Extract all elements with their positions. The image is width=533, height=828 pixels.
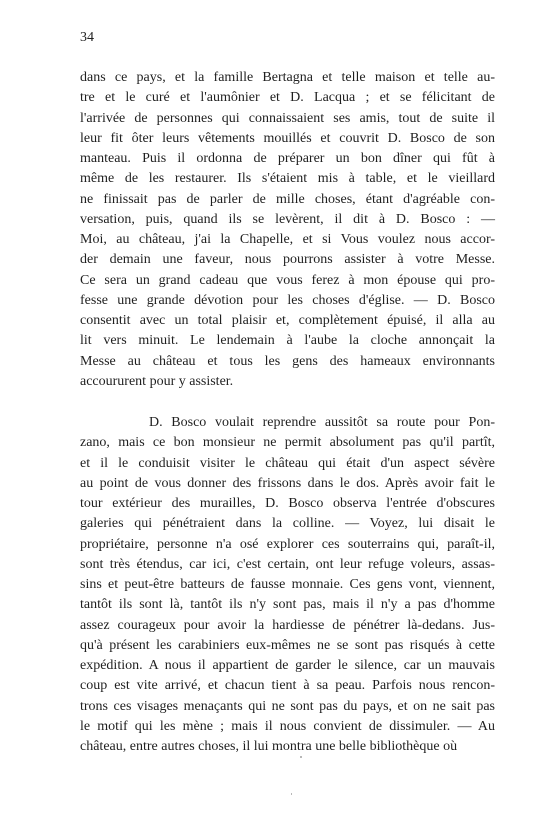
text-line: galeries qui pénétraient dans la colline. — Voyez, lui disait le <box>80 516 495 532</box>
text-line: versation, puis, quand ils se levèrent, il dit à D. Bosco : — <box>80 211 495 227</box>
text-line: l'arrivée de personnes qui connaissaient ses amis, tout de suite il <box>80 110 495 126</box>
text-line: Messe au château et tous les gens des hameaux environnants <box>80 353 495 369</box>
text-line: lit vers minuit. Le lendemain à l'aube la cloche annonçait la <box>80 333 495 349</box>
page-number: 34 <box>80 30 94 45</box>
scan-speck <box>300 756 302 758</box>
text-line: der demain une faveur, nous pourrons assister à votre Messe. <box>80 252 495 268</box>
text-line: D. Bosco voulait reprendre aussitôt sa route pour Pon- <box>149 415 495 430</box>
text-line: assez courageux pour avoir la hardiesse de pénétrer là-dedans. Jus- <box>80 617 495 633</box>
text-line: sins et peut-être batteurs de fausse monnaie. Ces gens vont, viennent, <box>80 577 495 592</box>
text-line: Moi, au château, j'ai la Chapelle, et si Vous voulez nous accor- <box>80 232 495 247</box>
text-line: manteau. Puis il ordonna de préparer un bon dîner qui fût à <box>80 151 495 166</box>
text-line: au point de vous donner des frissons dans le dos. Après avoir fait le <box>80 475 495 491</box>
text-line: fesse une grande dévotion pour les choses d'église. — D. Bosco <box>80 292 495 308</box>
text-line: dans ce pays, et la famille Bertagna et telle maison et telle au- <box>80 70 495 85</box>
text-line: expédition. A nous il appartient de garder le silence, car un mauvais <box>80 658 495 673</box>
text-line: trons ces visages menaçants qui ne sont pas du pays, et on ne sait pas <box>80 698 495 714</box>
text-line: qu'à présent les carabiniers eux-mêmes ne se sont pas risqués à cette <box>80 637 495 653</box>
text-line: tour extérieur des murailles, D. Bosco observa l'entrée d'obscures <box>80 496 495 511</box>
text-line: tre et le curé et l'aumônier et D. Lacqua ; et se félicitant de <box>80 90 495 106</box>
text-line: ne finissait pas de parler de mille choses, étant d'agréable con- <box>80 191 495 207</box>
text-line: tantôt ils sont là, tantôt ils n'y sont pas, mais il n'y a pas d'homme <box>80 597 495 613</box>
scan-speck <box>291 793 292 795</box>
paragraph <box>80 68 495 392</box>
text-line: leur fit ôter leurs vêtements mouillés et couvrit D. Bosco de son <box>80 130 495 146</box>
text-line: château, entre autres choses, il lui montra une belle bibliothèque où <box>80 739 458 754</box>
text-line: coup est vite arrivé, et chacun tient à sa peau. Parfois nous rencon- <box>80 678 495 694</box>
text-line: zano, mais ce bon monsieur ne permit absolument pas qu'il partît, <box>80 435 495 451</box>
text-line: même de les restaurer. Ils s'étaient mis à table, et le vieillard <box>80 171 495 187</box>
text-line: consentit avec un total plaisir et, complètement épuisé, il alla au <box>80 313 495 328</box>
text-line: Ce sera un grand cadeau que vous ferez à mon épouse qui pro- <box>80 272 495 288</box>
paragraph <box>80 413 495 757</box>
text-line: accoururent pour y assister. <box>80 373 234 389</box>
text-line: propriétaire, personne n'a osé explorer ces souterrains qui, paraît-il, <box>80 536 495 552</box>
text-line: le motif qui les mène ; mais il nous convient de dissimuler. — Au <box>80 718 495 734</box>
text-line: et il le conduisit visiter le château qui était d'un aspect sévère <box>80 455 495 471</box>
text-line: sont très étendus, car ici, c'est certain, ont leur refuge voleurs, assas- <box>80 556 495 572</box>
